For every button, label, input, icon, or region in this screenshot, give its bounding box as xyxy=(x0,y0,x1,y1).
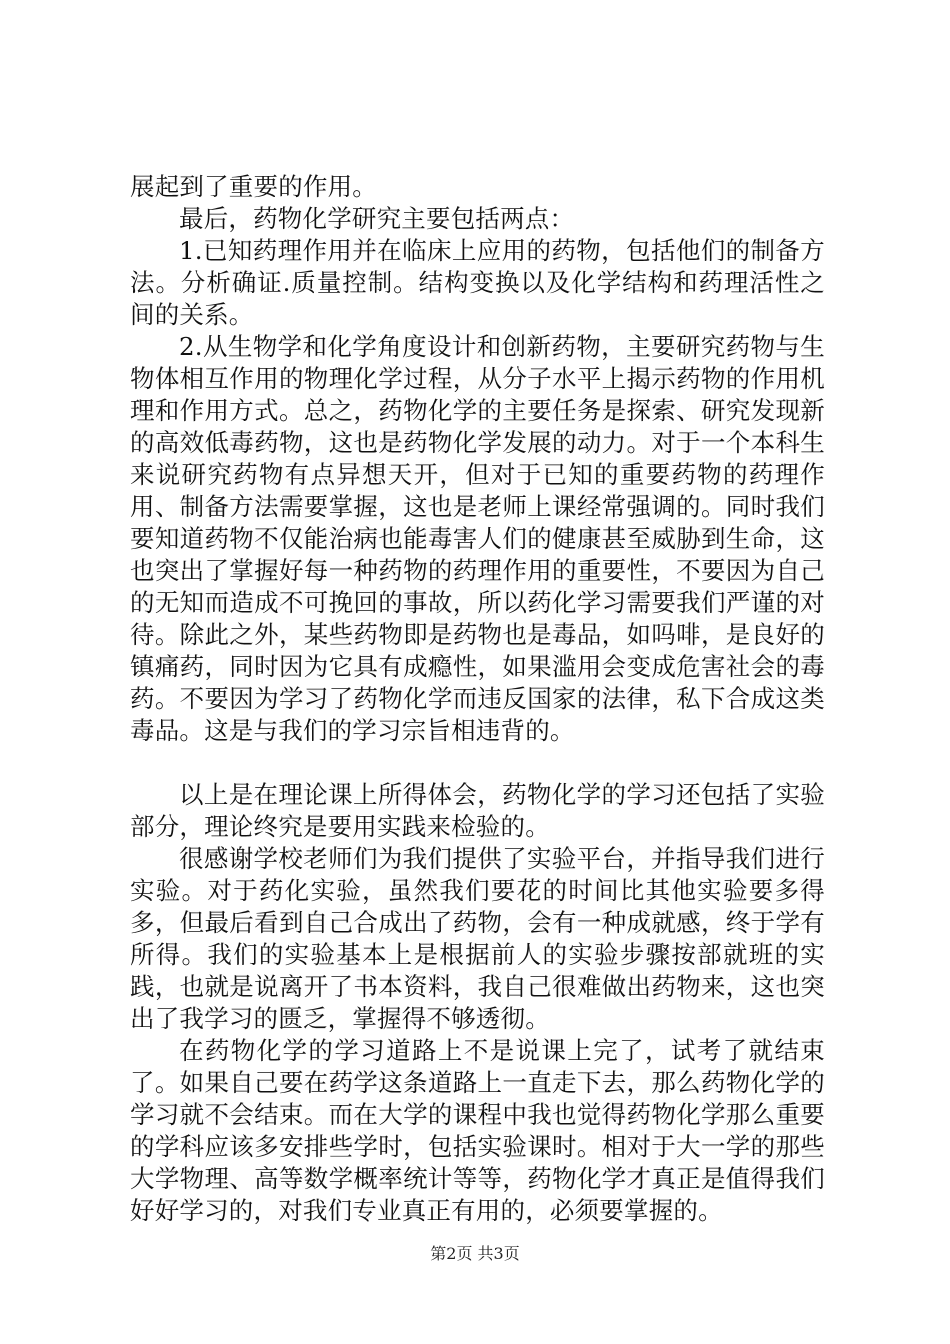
document-body xyxy=(130,171,825,1227)
paragraph-point-1: 1.已知药理作用并在临床上应用的药物，包括他们的制备方法。分析确证.质量控制。结构变换以及化学结构和药理活性之间的关系。 xyxy=(130,236,825,329)
paragraph-conclusion: 在药物化学的学习道路上不是说课上完了，试考了就结束了。如果自己要在药学这条道路上一直走下去，那么药物化学的学习就不会结束。而在大学的课程中我也觉得药物化学那么重要的学科应该多安排些学时，包括实验课时。相对于大一学的那些大学物理、高等数学概率统计等等，药物化学才真正是值得我们好好学习的，对我们专业真正有用的，必须要掌握的。 xyxy=(130,1036,825,1225)
paragraph-experiment: 很感谢学校老师们为我们提供了实验平台，并指导我们进行实验。对于药化实验，虽然我们要花的时间比其他实验要多得多，但最后看到自己合成出了药物，会有一种成就感，终于学有所得。我们的实验基本上是根据前人的实验步骤按部就班的实践，也就是说离开了书本资料，我自己很难做出药物来，这也突出了我学习的匮乏，掌握得不够透彻。 xyxy=(130,844,825,1033)
paragraph-continuation: 展起到了重要的作用。 xyxy=(130,172,377,201)
paragraph-theory-reflection: 以上是在理论课上所得体会，药物化学的学习还包括了实验部分，理论终究是要用实践来检验的。 xyxy=(130,780,825,841)
paragraph-summary-intro: 最后，药物化学研究主要包括两点： xyxy=(179,204,575,233)
page-number-footer: 第2页 共3页 xyxy=(430,1244,520,1263)
paragraph-point-2: 2.从生物学和化学角度设计和创新药物，主要研究药物与生物体相互作用的物理化学过程，从分子水平上揭示药物的作用机理和作用方式。总之，药物化学的主要任务是探索、研究发现新的高效低毒药物，这也是药物化学发展的动力。对于一个本科生来说研究药物有点异想天开，但对于已知的重要药物的药理作用、制备方法需要掌握，这也是老师上课经常强调的。同时我们要知道药物不仅能治病也能毒害人们的健康甚至威胁到生命，这也突出了掌握好每一种药物的药理作用的重要性，不要因为自己的无知而造成不可挽回的事故，所以药化学习需要我们严谨的对待。除此之外，某些药物即是药物也是毒品，如吗啡，是良好的镇痛药，同时因为它具有成瘾性，如果滥用会变成危害社会的毒药。不要因为学习了药物化学而违反国家的法律，私下合成这类毒品。这是与我们的学习宗旨相违背的。 xyxy=(130,332,825,745)
paragraph-gap xyxy=(130,747,825,779)
